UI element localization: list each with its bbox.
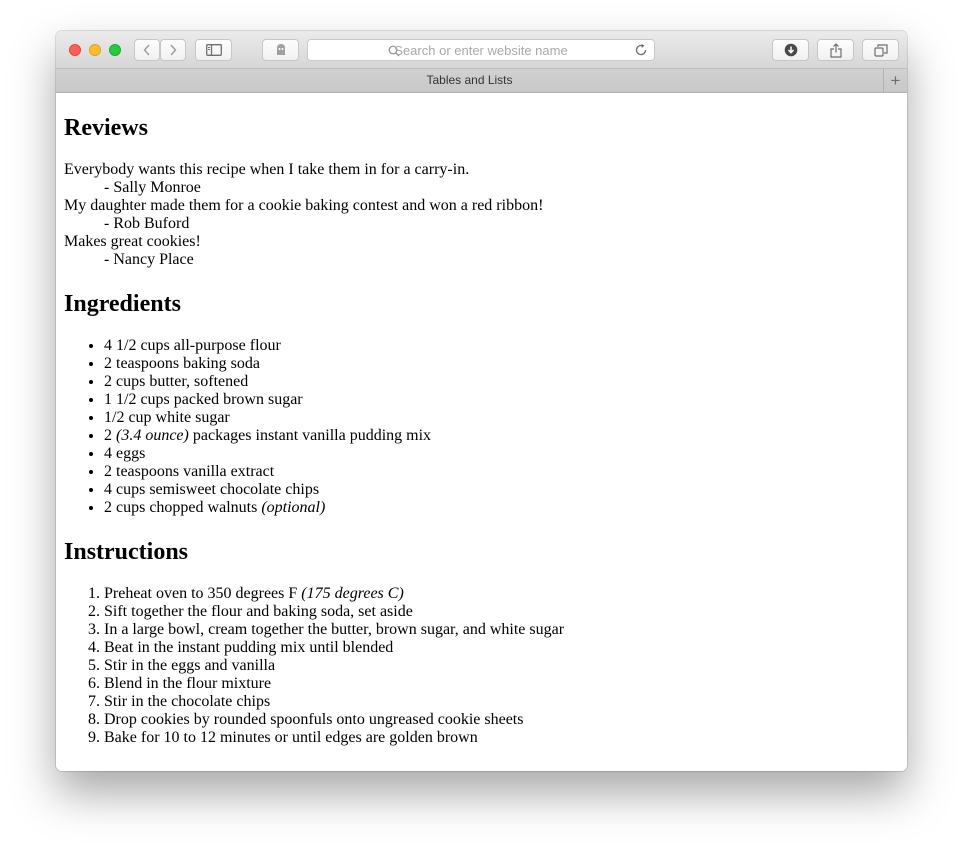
page-content (56, 93, 907, 771)
review-quote: Makes great cookies! (64, 233, 201, 250)
back-icon (143, 44, 151, 56)
review-author: - Rob Buford (104, 215, 190, 232)
download-icon (784, 43, 798, 57)
address-bar-placeholder: Search or enter website name (394, 43, 568, 58)
instruction-step: 8. Drop cookies by rounded spoonfuls onto ungreased cookie sheets (104, 711, 899, 729)
share-button[interactable] (817, 39, 854, 61)
toolbar (56, 31, 907, 69)
instruction-step: 5. Stir in the eggs and vanilla (104, 657, 899, 675)
browser-window (56, 31, 907, 771)
instruction-step: 7. Stir in the chocolate chips (104, 693, 899, 711)
ingredient-note: (3.4 ounce) (116, 427, 189, 444)
tabs-overview-button[interactable] (862, 39, 899, 61)
instruction-step: 9. Bake for 10 to 12 minutes or until edges are golden brown (104, 729, 899, 747)
share-icon (830, 43, 842, 58)
tab-title[interactable]: Tables and Lists (426, 73, 513, 87)
instructions-heading: Instructions (64, 539, 189, 565)
ingredient-item: • 2 teaspoons vanilla extract (104, 463, 899, 481)
review-author: - Nancy Place (104, 251, 194, 268)
ingredient-item: • 4 cups semisweet chocolate chips (104, 481, 899, 499)
ingredient-item (104, 427, 899, 445)
forward-button[interactable] (160, 39, 186, 61)
sidebar-button[interactable] (195, 39, 232, 61)
downloads-button[interactable] (772, 39, 809, 61)
reviews-heading: Reviews (64, 115, 148, 141)
ingredient-item: • 4 eggs (104, 445, 899, 463)
navigation-buttons (134, 39, 186, 61)
tab-bar (56, 69, 907, 93)
instruction-step: 4. Beat in the instant pudding mix until blended (104, 639, 899, 657)
instruction-step (104, 585, 899, 603)
sidebar-icon (206, 44, 222, 56)
ingredient-item (104, 499, 899, 517)
ingredient-text: 2 cups chopped walnuts (104, 499, 262, 516)
review-author: - Sally Monroe (104, 179, 201, 196)
instruction-step: 2. Sift together the flour and baking soda, set aside (104, 603, 899, 621)
ingredient-item: • 1 1/2 cups packed brown sugar (104, 391, 899, 409)
ingredients-list (64, 337, 899, 517)
back-button[interactable] (134, 39, 160, 61)
instructions-list (64, 585, 899, 747)
forward-icon (169, 44, 177, 56)
instruction-step: 3. In a large bowl, cream together the butter, brown sugar, and white sugar (104, 621, 899, 639)
ingredient-item: • 1/2 cup white sugar (104, 409, 899, 427)
close-window-button[interactable] (69, 44, 81, 56)
reload-icon[interactable] (634, 43, 648, 57)
reviews-list (64, 161, 899, 269)
ingredients-heading: Ingredients (64, 291, 181, 317)
instruction-step: 6. Blend in the flour mixture (104, 675, 899, 693)
review-quote: My daughter made them for a cookie baking contest and won a red ribbon! (64, 197, 544, 214)
page-body (64, 93, 899, 747)
minimize-window-button[interactable] (89, 44, 101, 56)
privacy-icon (275, 43, 287, 57)
review-quote: Everybody wants this recipe when I take them in for a carry-in. (64, 161, 470, 178)
instruction-note: (175 degrees C) (301, 585, 404, 602)
zoom-window-button[interactable] (109, 44, 121, 56)
address-bar[interactable] (307, 39, 655, 61)
instruction-text: Preheat oven to 350 degrees F (104, 585, 302, 602)
tabs-overview-icon (874, 44, 888, 57)
ingredient-text: 2 (104, 427, 116, 444)
ingredient-item: • 2 teaspoons baking soda (104, 355, 899, 373)
ingredient-item: • 4 1/2 cups all-purpose flour (104, 337, 899, 355)
ingredient-text: packages instant vanilla pudding mix (188, 427, 432, 444)
ingredient-item: • 2 cups butter, softened (104, 373, 899, 391)
new-tab-button[interactable] (883, 69, 907, 92)
privacy-report-button[interactable] (262, 39, 299, 61)
ingredient-note: (optional) (261, 499, 326, 516)
plus-icon: + (890, 70, 901, 90)
